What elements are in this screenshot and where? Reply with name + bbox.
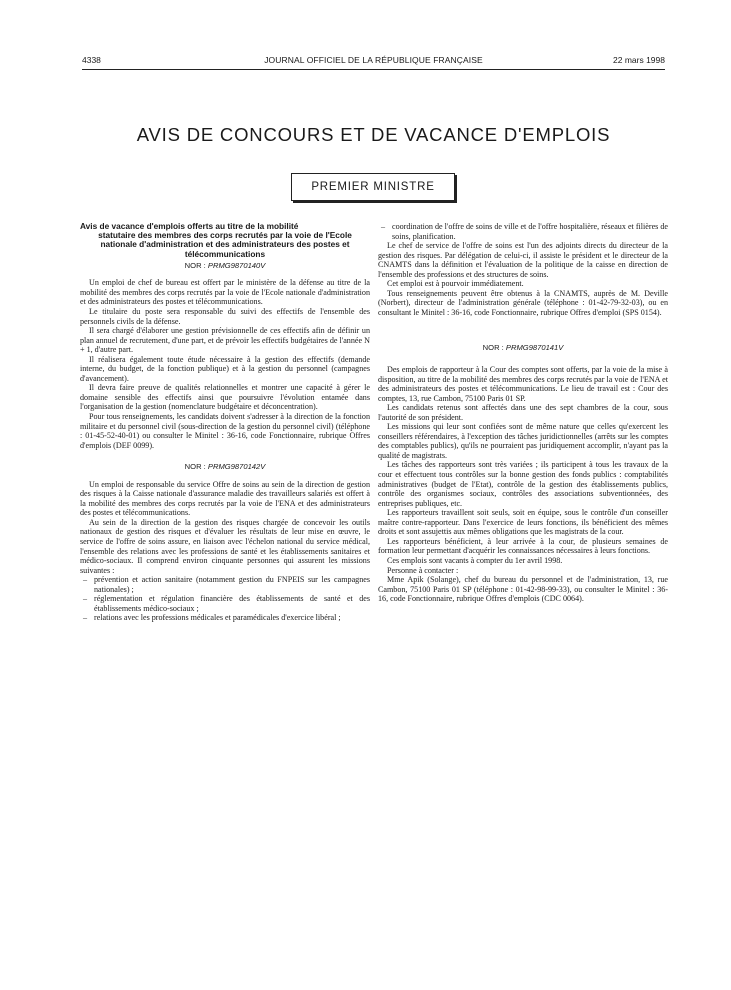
page-header	[82, 55, 665, 69]
paragraph: Un emploi de chef de bureau est offert par le ministère de la défense au titre de la mobilité des membres des corps recrutés par la voie de l'Ecole nationale d'administration et des administrateurs des postes et télécommunications.	[80, 278, 370, 307]
page-number: 4338	[82, 55, 101, 65]
list-item: – relations avec les professions médicales et paramédicales d'exercice libéral ;	[80, 613, 370, 623]
right-column	[378, 222, 668, 604]
nor-code-3: PRMG9870141V	[505, 343, 564, 353]
list-item: – prévention et action sanitaire (notamment gestion du FNPEIS sur les campagnes nationales) ;	[80, 575, 370, 594]
paragraph: Cet emploi est à pourvoir immédiatement.	[387, 279, 524, 289]
paragraph: Mme Apik (Solange), chef du bureau du personnel et de l'administration, 13, rue Cambon, 75100 Paris 01 SP (téléphone : 01-42-98-99-33), ou consulter le Minitel : 36-16, code Fonctionnaire, rubrique Offres d'emplois (CDC 0064).	[378, 575, 668, 604]
header-rule	[82, 69, 665, 70]
paragraph: Des emplois de rapporteur à la Cour des comptes sont offerts, par la voie de la mise à disposition, au titre de la mobilité des membres des corps recrutés par la voie de l'ENA et des administrateurs des postes et télécommunications. Le lieu de travail est : Cour des comptes, 13, rue Cambon, 75100 Paris 01 SP.	[378, 365, 668, 403]
paragraph: Le chef de service de l'offre de soins est l'un des adjoints directs du directeur de la gestion des risques. Par délégation de celui-ci, il assiste le président et le directeur de la CNAMTS dans la définition et l'évaluation de la politique de la caisse en direction de l'ensemble des professions et des structures de soins.	[378, 241, 668, 279]
paragraph: Il réalisera également toute étude nécessaire à la gestion des effectifs (demande interne, du budget, de la fonction publique) et à la gestion du personnel (campagnes d'avancement).	[80, 354, 370, 383]
paragraph: Ces emplois sont vacants à compter du 1er avril 1998.	[387, 555, 563, 565]
list-item: – réglementation et régulation financière des établissements de santé et des établissements médico-sociaux ;	[80, 594, 370, 613]
notice-title-rest: statutaire des membres des corps recrutés par la voie de l'Ecole nationale d'administration et des administrateurs des postes et télécommunications	[98, 230, 352, 259]
paragraph: Les candidats retenus sont affectés dans une des sept chambres de la cour, sous l'autorité de son président.	[378, 403, 668, 422]
nor-reference-2: NOR : PRMG9870142V	[184, 462, 266, 472]
nor-reference-1: NOR : PRMG9870140V	[184, 260, 266, 270]
nor-code-1: PRMG9870140V	[207, 260, 266, 270]
paragraph: Tous renseignements peuvent être obtenus à la CNAMTS, auprès de M. Deville (Norbert), directeur de l'administration générale (téléphone : 01-42-79-32-03), ou en consultant le Minitel : 36-16, code Fonctionnaire, rubrique Offres d'emploi (SPS 0154).	[378, 288, 668, 317]
journal-title: JOURNAL OFFICIEL DE LA RÉPUBLIQUE FRANÇAISE	[264, 55, 483, 65]
paragraph: Les tâches des rapporteurs sont très variées ; ils participent à tous les travaux de la cour et effectuent tous contrôles sur la bonne gestion des fonds publics : comptabilités administratives (budget de l'Etat), contrôle de la gestion des établissements publics, contrôle des organismes sociaux, contrôles des associations subventionnées, des entreprises publiques, etc.	[378, 460, 668, 508]
notice-title-line1: Avis de vacance d'emplois offerts au titre de la mobilité	[80, 221, 299, 231]
section-heading	[291, 173, 455, 201]
paragraph: Personne à contacter :	[387, 565, 459, 575]
nor-code-2: PRMG9870142V	[207, 462, 266, 472]
paragraph: Les rapporteurs bénéficient, à leur arrivée à la cour, de plusieurs semaines de formation leur permettant d'acquérir les connaissances nécessaires à leurs fonctions.	[378, 536, 668, 556]
paragraph: Il devra faire preuve de qualités relationnelles et montrer une capacité à gérer le domaine sensible des effectifs ainsi que poursuivre l'évolution entamée dans l'organisation de la gestion (nomenclature budgétaire et déconcentration).	[80, 383, 370, 412]
paragraph: Pour tous renseignements, les candidats doivent s'adresser à la direction de la fonction militaire et du personnel civil (sous-direction de la gestion du personnel civil) (téléphone : 01-45-52-40-01) ou consulter le Minitel : 36-16, code Fonctionnaire, rubrique Offres d'emplois (DEF 0099).	[80, 412, 370, 450]
paragraph: Le titulaire du poste sera responsable du suivi des effectifs de l'ensemble des personnels civils de la défense.	[80, 307, 370, 326]
paragraph: Il sera chargé d'élaborer une gestion prévisionnelle de ces effectifs afin de définir un plan annuel de recrutement, d'une part, et de prévoir les effectifs budgétaires de l'année N + 1, d'autre part.	[80, 326, 370, 355]
paragraph: Les rapporteurs travaillent soit seuls, soit en équipe, sous le contrôle d'un conseiller maître contre-rapporteur. Dans l'exercice de leurs fonctions, ils bénéficient des mêmes droits et sont assujettis aux mêmes obligations que les magistrats de la cour.	[378, 508, 668, 537]
paragraph: Un emploi de responsable du service Offre de soins au sein de la direction de gestion des risques à la Caisse nationale d'assurance maladie des travailleurs salariés est offert à la mobilité des membres des corps recrutés par la voie de l'ENA et des administrateurs des postes et télécommunications.	[80, 479, 370, 518]
missions-list	[80, 575, 370, 623]
paragraph: Au sein de la direction de la gestion des risques chargée de concevoir les outils nationaux de gestion des risques et d'évaluer les résultats de leur mise en œuvre, le service de l'offre de soins assure, en liaison avec l'échelon national du service médical, l'ensemble des relations avec les professions de santé et les établissements sanitaires et médico-sociaux. Il comprend environ cinquante personnes qui assurent les missions suivantes :	[80, 517, 370, 575]
issue-date: 22 mars 1998	[613, 55, 665, 65]
left-column	[80, 222, 370, 623]
section-heading-label: PREMIER MINISTRE	[311, 181, 435, 193]
list-item: – coordination de l'offre de soins de ville et de l'offre hospitalière, réseaux et filières de soins, planification.	[378, 222, 668, 241]
page-title: AVIS DE CONCOURS ET DE VACANCE D'EMPLOIS	[136, 124, 611, 145]
nor-reference-3: NOR : PRMG9870141V	[482, 343, 564, 353]
missions-list-continued	[378, 222, 668, 241]
paragraph: Les missions qui leur sont confiées sont de même nature que celles qu'exercent les conseillers référendaires, à l'exception des tâches juridictionnelles (arrêts sur les comptes des comptables publics), qu'ils ne pourraient pas juridiquement accomplir, n'ayant pas la qualité de magistrats.	[378, 422, 668, 460]
